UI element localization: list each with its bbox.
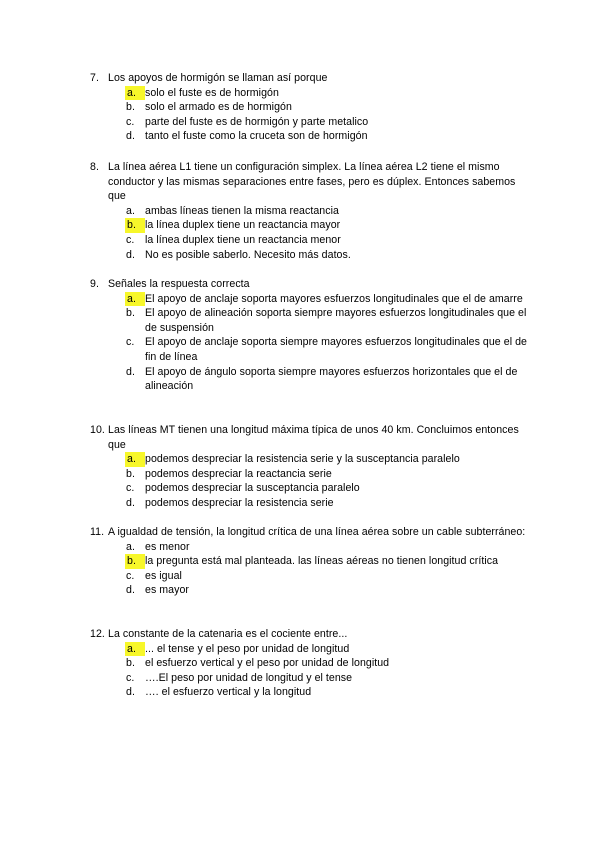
question-text: Las líneas MT tienen una longitud máxima típica de unos 40 km. Concluimos entonces que <box>108 424 519 451</box>
option-text: El apoyo de ángulo soporta siempre mayores esfuerzos horizontales que el de alineación <box>145 365 518 393</box>
option-a <box>90 86 530 101</box>
question-9 <box>90 277 530 394</box>
option-c <box>90 569 530 584</box>
question-10 <box>90 423 530 511</box>
option-text: el esfuerzo vertical y el peso por unidad de longitud <box>145 657 390 670</box>
option-letter: b. <box>125 554 145 569</box>
option-d <box>90 129 530 144</box>
option-d <box>90 685 530 700</box>
option-d <box>90 496 530 511</box>
question-header <box>90 423 530 452</box>
question-number: 9. <box>90 278 99 290</box>
option-text: podemos despreciar la reactancia serie <box>145 467 332 480</box>
option-text: solo el armado es de hormigón <box>145 101 292 114</box>
option-text: podemos despreciar la resistencia serie y la susceptancia paralelo <box>145 453 460 466</box>
question-header <box>90 277 530 292</box>
option-text: podemos despreciar la susceptancia paralelo <box>145 482 360 495</box>
option-text: es mayor <box>145 584 189 597</box>
option-text: No es posible saberlo. Necesito más datos. <box>145 248 351 261</box>
option-a <box>90 642 530 657</box>
option-text: ….El peso por unidad de longitud y el tense <box>145 671 353 684</box>
question-text: La constante de la catenaria es el cociente entre... <box>108 628 348 640</box>
question-number: 7. <box>90 72 99 84</box>
question-header <box>90 71 530 86</box>
option-a <box>90 204 530 219</box>
question-12 <box>90 627 530 700</box>
option-letter: c. <box>126 482 135 495</box>
option-text: la pregunta está mal planteada. las líneas aéreas no tienen longitud crítica <box>145 555 499 568</box>
option-letter: a. <box>125 86 145 101</box>
options-list <box>90 642 530 700</box>
option-letter: c. <box>126 671 135 684</box>
option-letter: c. <box>126 115 135 128</box>
options-list <box>90 86 530 144</box>
option-letter: d. <box>126 130 135 143</box>
option-letter: b. <box>125 218 145 233</box>
option-a <box>90 540 530 555</box>
question-8 <box>90 160 530 262</box>
question-11 <box>90 525 530 598</box>
option-text: podemos despreciar la resistencia serie <box>145 496 334 509</box>
option-letter: a. <box>125 642 145 657</box>
question-number: 11. <box>90 526 105 538</box>
options-list <box>90 452 530 510</box>
option-c <box>90 671 530 686</box>
option-c <box>90 233 530 248</box>
option-d <box>90 365 530 394</box>
option-c <box>90 481 530 496</box>
option-c <box>90 335 530 364</box>
option-letter: c. <box>126 336 135 349</box>
option-b <box>90 100 530 115</box>
options-list <box>90 540 530 598</box>
option-letter: a. <box>125 452 145 467</box>
option-letter: d. <box>126 248 135 261</box>
option-a <box>90 452 530 467</box>
options-list <box>90 204 530 262</box>
option-text: El apoyo de alineación soporta siempre mayores esfuerzos longitudinales que el de suspensión <box>145 307 527 334</box>
option-b <box>90 306 530 335</box>
question-header <box>90 160 530 204</box>
option-letter: d. <box>126 686 135 699</box>
option-text: ... el tense y el peso por unidad de longitud <box>145 642 350 655</box>
option-d <box>90 248 530 263</box>
option-text: solo el fuste es de hormigón <box>145 86 279 99</box>
option-a <box>90 292 530 307</box>
option-text: El apoyo de anclaje soporta siempre mayores esfuerzos longitudinales que el de fin de línea <box>145 336 527 363</box>
question-number: 10. <box>90 424 105 436</box>
option-text: tanto el fuste como la cruceta son de hormigón <box>145 130 368 143</box>
option-text: ambas líneas tienen la misma reactancia <box>145 204 339 217</box>
question-number: 12. <box>90 628 105 640</box>
option-letter: a. <box>126 540 135 553</box>
option-letter: d. <box>126 584 135 597</box>
option-letter: b. <box>126 467 135 480</box>
option-text: es igual <box>145 569 182 582</box>
option-text: El apoyo de anclaje soporta mayores esfuerzos longitudinales que el de amarre <box>145 292 523 305</box>
question-number: 8. <box>90 161 99 173</box>
option-text: …. el esfuerzo vertical y la longitud <box>145 686 312 699</box>
option-d <box>90 583 530 598</box>
option-c <box>90 115 530 130</box>
question-text: A igualdad de tensión, la longitud crítica de una línea aérea sobre un cable subterráneo: <box>108 526 526 538</box>
question-7 <box>90 71 530 144</box>
option-b <box>90 467 530 482</box>
option-letter: c. <box>126 233 135 246</box>
option-letter: a. <box>125 292 145 307</box>
option-letter: b. <box>126 307 135 320</box>
option-letter: b. <box>126 657 135 670</box>
option-letter: d. <box>126 365 135 378</box>
question-text: La línea aérea L1 tiene un configuración simplex. La línea aérea L2 tiene el mismo conductor y las mismas separaciones entre fases, pero es dúplex. Entonces sabemos que <box>108 161 516 203</box>
option-text: es menor <box>145 540 190 553</box>
option-text: la línea duplex tiene un reactancia menor <box>145 233 341 246</box>
question-header <box>90 525 530 540</box>
option-letter: b. <box>126 101 135 114</box>
option-b <box>90 554 530 569</box>
options-list <box>90 292 530 394</box>
question-text: Los apoyos de hormigón se llaman así porque <box>108 72 328 84</box>
option-letter: c. <box>126 569 135 582</box>
option-b <box>90 218 530 233</box>
question-header <box>90 627 530 642</box>
question-text: Señales la respuesta correcta <box>108 278 250 290</box>
option-text: la línea duplex tiene un reactancia mayor <box>145 219 341 232</box>
option-text: parte del fuste es de hormigón y parte metalico <box>145 115 369 128</box>
option-b <box>90 656 530 671</box>
option-letter: a. <box>126 204 135 217</box>
option-letter: d. <box>126 496 135 509</box>
